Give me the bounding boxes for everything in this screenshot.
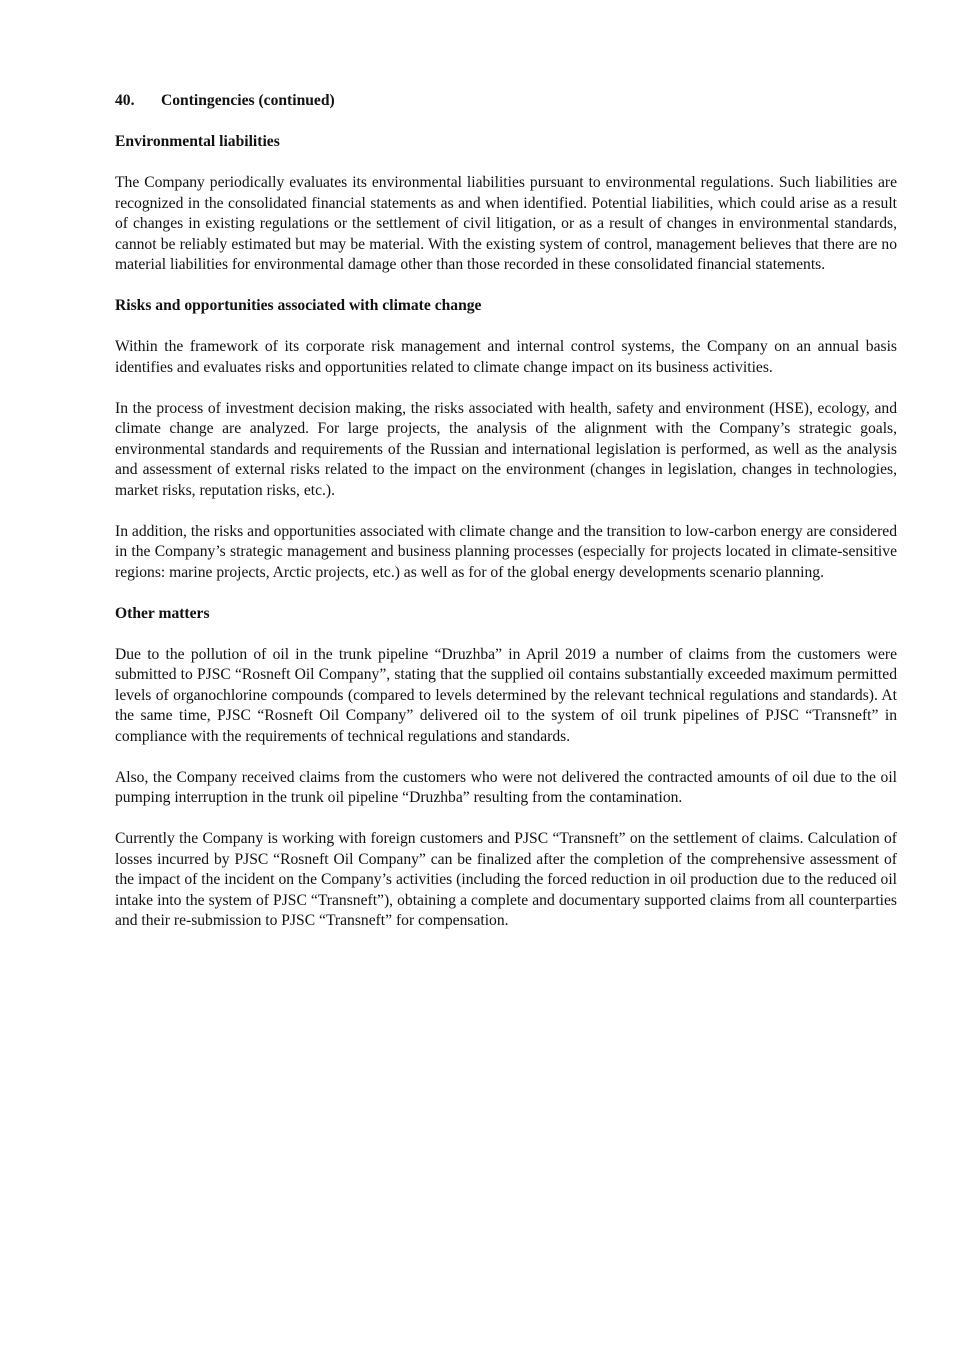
paragraph: Due to the pollution of oil in the trunk pipeline “Druzhba” in April 2019 a number of claims from the customers were submitted to PJSC “Rosneft Oil Company”, stating that the supplied oil contains substantially exceeded maximum permitted levels of organochlorine compounds (compared to levels determined by the relevant technical regulations and standards). At the same time, PJSC “Rosneft Oil Company” delivered oil to the system of oil trunk pipelines of PJSC “Transneft” in compliance with the requirements of technical regulations and standards. <box>115 645 897 745</box>
paragraph: Currently the Company is working with foreign customers and PJSC “Transneft” on the settlement of claims. Calculation of losses incurred by PJSC “Rosneft Oil Company” can be finalized after the completion of the comprehensive assessment of the impact of the incident on the Company’s activities (including the forced reduction in oil production due to the reduced oil intake into the system of PJSC “Transneft”), obtaining a complete and documentary supported claims from all counterparties and their re-submission to PJSC “Transneft” for compensation. <box>115 830 897 929</box>
section-environmental-liabilities <box>115 132 897 276</box>
paragraph: Also, the Company received claims from the customers who were not delivered the contracted amounts of oil due to the oil pumping interruption in the trunk oil pipeline “Druzhba” resulting from the contamination. <box>115 768 897 806</box>
section-heading: Risks and opportunities associated with climate change <box>115 297 482 314</box>
section-climate-change <box>115 296 897 583</box>
document-page <box>115 91 897 952</box>
section-heading: Environmental liabilities <box>115 133 280 150</box>
note-title: Contingencies (continued) <box>161 92 335 109</box>
paragraph: The Company periodically evaluates its environmental liabilities pursuant to environmental regulations. Such liabilities are recognized in the consolidated financial statements as and when identified. Potential liabilities, which could arise as a result of changes in existing regulations or the settlement of civil litigation, or as a result of changes in environmental standards, cannot be reliably estimated but may be material. With the existing system of control, management believes that there are no material liabilities for environmental damage other than those recorded in these consolidated financial statements. <box>115 174 897 273</box>
paragraph: In the process of investment decision making, the risks associated with health, safety and environment (HSE), ecology, and climate change are analyzed. For large projects, the analysis of the alignment with the Company’s strategic goals, environmental standards and requirements of the Russian and international legislation is performed, as well as the analysis and assessment of external risks related to the impact on the environment (changes in legislation, changes in technologies, market risks, reputation risks, etc.). <box>115 399 897 499</box>
section-heading: Other matters <box>115 604 210 622</box>
section-other-matters <box>115 604 897 932</box>
paragraph: In addition, the risks and opportunities associated with climate change and the transition to low-carbon energy are considered in the Company’s strategic management and business planning processes (especially for projects located in climate-sensitive regions: marine projects, Arctic projects, etc.) as well as for of the global energy developments scenario planning. <box>115 522 897 581</box>
note-number: 40. <box>115 92 135 109</box>
note-heading <box>115 91 897 112</box>
paragraph: Within the framework of its corporate risk management and internal control systems, the Company on an annual basis identifies and evaluates risks and opportunities related to climate change impact on its business activities. <box>115 338 897 376</box>
